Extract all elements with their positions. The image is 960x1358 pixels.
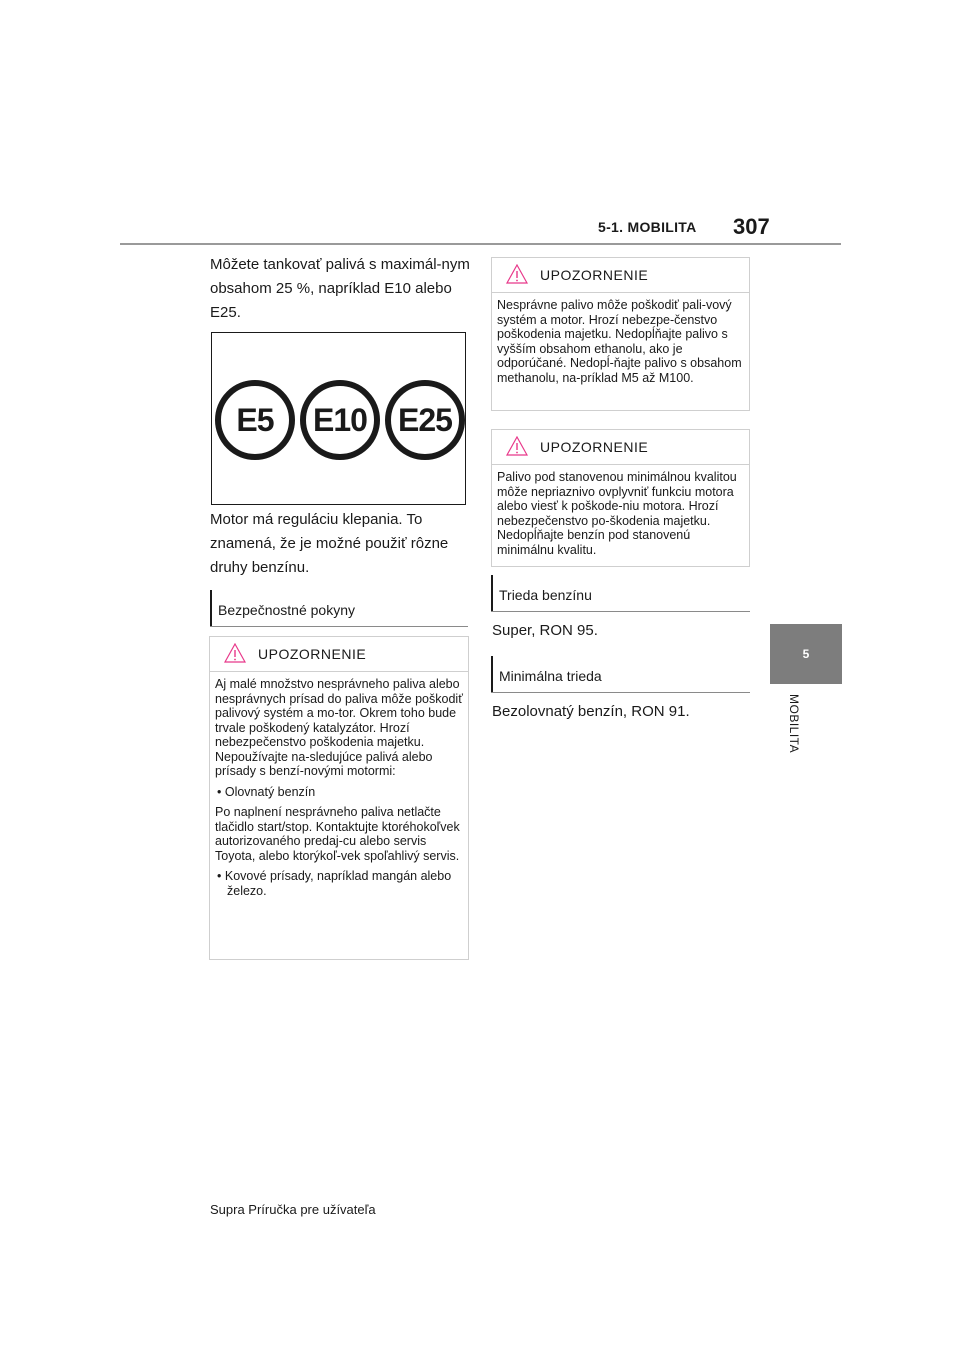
- grade-subheading-text: Trieda benzínu: [499, 587, 592, 603]
- warning-label: UPOZORNENIE: [540, 439, 649, 455]
- warning-text: Nesprávne palivo môže poškodiť pali-vový systém a motor. Hrozí nebezpe-čenstvo poškodenia majetku. Nedopĺňajte palivo s vyšším obsahom ethanolu, ako je odporúčané. Nedopĺ-ňajte palivo s obsahom methanolu, na-príklad M5 až M100.: [497, 298, 742, 385]
- warning-text: Po naplnení nesprávneho paliva netlačte tlačidlo start/stop. Kontaktujte ktoréhokoľvek autorizovaného predaj-cu alebo servis Toyota, alebo ktorýkoľ-vek spoľahlivý servis.: [215, 805, 460, 863]
- header-rule: [120, 243, 841, 245]
- fuel-badges-figure: [211, 332, 466, 505]
- subheading-bar: [210, 590, 212, 626]
- warning-text: Aj malé množstvo nesprávneho paliva alebo nesprávnych prísad do paliva môže poškodiť palivový systém a mo-tor. Okrem toho bude trvale poškodený katalyzátor. Hrozí nebezpečenstvo poškodenia majetku. Nepoužívajte na-sledujúce palivá alebo prísady s benzí-novými motormi:: [215, 677, 463, 778]
- warning-bullet: • Olovnatý benzín: [217, 784, 316, 799]
- grade-value: Super, RON 95.: [492, 622, 598, 639]
- warning-text: Palivo pod stanovenou minimálnou kvalitou môže nepriaznivo ovplyvniť funkciu motora alebo viesť k poškode-niu motora. Hrozí nebezpečenstvo po-škodenia majetku. Nedopĺňajte benzín pod stanovenú minimálnu kvalitu.: [497, 470, 737, 557]
- grade-subheading: [491, 575, 750, 612]
- badge-e5: E5: [215, 380, 295, 460]
- warning-box-right-1: [491, 257, 750, 411]
- chapter-label-text: MOBILITA: [787, 694, 801, 754]
- subheading-rule: [491, 692, 750, 693]
- subheading-bar: [491, 575, 493, 611]
- warning-body: [492, 465, 749, 569]
- chapter-label: [785, 694, 805, 774]
- warning-header: [492, 430, 749, 465]
- badge-e10: E10: [300, 380, 380, 460]
- warning-header: [492, 258, 749, 293]
- warning-label: UPOZORNENIE: [540, 267, 649, 283]
- warning-triangle-icon: [506, 264, 528, 284]
- warning-label: UPOZORNENIE: [258, 646, 367, 662]
- footer-text: Supra Príručka pre užívateľa: [210, 1202, 376, 1217]
- subheading-rule: [210, 626, 468, 627]
- warning-triangle-icon: [224, 643, 246, 663]
- safety-subheading: [210, 590, 468, 627]
- intro-paragraph: Môžete tankovať palivá s maximál-nym obsahom 25 %, napríklad E10 alebo E25.: [210, 256, 470, 321]
- knock-paragraph: Motor má reguláciu klepania. To znamená, že je možné použiť rôzne druhy benzínu.: [210, 511, 449, 576]
- safety-subheading-text: Bezpečnostné pokyny: [218, 602, 355, 618]
- warning-box-right-2: [491, 429, 750, 567]
- bullet-text: Olovnatý benzín: [224, 784, 316, 799]
- section-title: 5-1. MOBILITA: [598, 219, 697, 235]
- min-grade-subheading-text: Minimálna trieda: [499, 668, 602, 684]
- warning-bullet: • Kovové prísady, napríklad mangán alebo železo.: [217, 869, 452, 898]
- subheading-bar: [491, 656, 493, 692]
- subheading-rule: [491, 611, 750, 612]
- warning-body: [210, 672, 468, 910]
- warning-triangle-icon: [506, 436, 528, 456]
- page-number: 307: [733, 214, 770, 239]
- bullet-text: Kovové prísady, napríklad mangán alebo železo.: [224, 869, 452, 898]
- chapter-tab: 5: [770, 624, 842, 684]
- warning-box-left: [209, 636, 469, 960]
- badge-e25: E25: [385, 380, 465, 460]
- warning-body: [492, 293, 749, 397]
- min-grade-subheading: [491, 656, 750, 693]
- warning-header: [210, 637, 468, 672]
- min-grade-value: Bezolovnatý benzín, RON 91.: [492, 703, 690, 720]
